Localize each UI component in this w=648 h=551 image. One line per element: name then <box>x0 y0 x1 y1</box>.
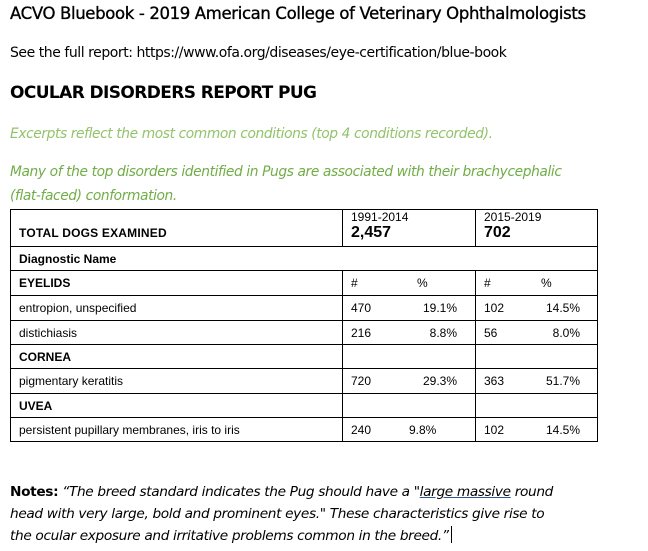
section-label: UVEA <box>11 394 343 418</box>
count-value: 56 <box>484 325 498 340</box>
brachycephalic-note-line1: Many of the top disorders identified in Pugs are associated with their brachycephalic <box>10 164 562 180</box>
ocular-disorders-table <box>10 209 598 442</box>
table-row <box>11 418 598 442</box>
percent-value: 9.8% <box>409 422 437 437</box>
count-value: 720 <box>351 374 372 388</box>
period-1-column-headers <box>343 271 476 296</box>
notes-text: the ocular exposure and irritative problems common in the breed.” <box>10 528 449 544</box>
count-value: 102 <box>484 301 505 315</box>
diagnosis-name: pigmentary keratitis <box>11 369 343 394</box>
period-2-label: 2015-2019 <box>484 210 542 224</box>
empty-cell <box>476 345 598 369</box>
percent-header: % <box>541 276 552 290</box>
count-value: 216 <box>351 325 372 340</box>
count-value: 102 <box>484 422 505 437</box>
period-2-values <box>476 296 598 321</box>
count-value: 470 <box>351 301 372 315</box>
section-row-uvea <box>11 394 598 418</box>
table-row <box>11 321 598 345</box>
percent-value: 29.3% <box>422 374 457 388</box>
period-2-header <box>476 210 598 247</box>
period-2-values <box>476 369 598 394</box>
section-row-eyelids <box>11 271 598 296</box>
totals-row <box>11 210 598 247</box>
empty-cell <box>476 394 598 418</box>
period-1-values <box>343 418 476 442</box>
percent-value: 8.0% <box>552 325 580 340</box>
period-2-total: 702 <box>484 224 511 241</box>
count-value: 240 <box>351 422 372 437</box>
brachycephalic-note-line2: (flat-faced) conformation. <box>10 188 177 204</box>
section-row-cornea <box>11 345 598 369</box>
percent-value: 14.5% <box>545 301 580 315</box>
period-2-values <box>476 321 598 345</box>
table-row <box>11 369 598 394</box>
count-header: # <box>351 276 358 290</box>
notes-line-3 <box>10 525 640 547</box>
period-1-header <box>343 210 476 247</box>
period-1-values <box>343 369 476 394</box>
diagnostic-name-label: Diagnostic Name <box>11 247 598 271</box>
spellcheck-underlined-text: large massive <box>419 484 511 500</box>
count-value: 363 <box>484 374 505 388</box>
notes-text: “The breed standard indicates the Pug should have a " <box>58 484 420 500</box>
diagnosis-name: distichiasis <box>11 321 343 345</box>
empty-cell <box>343 345 476 369</box>
empty-cell <box>343 394 476 418</box>
notes-line-2: head with very large, bold and prominent eyes." These characteristics give rise to <box>10 506 545 522</box>
period-2-column-headers <box>476 271 598 296</box>
diagnosis-name: persistent pupillary membranes, iris to iris <box>11 418 343 442</box>
percent-value: 8.8% <box>429 325 457 340</box>
diagnostic-name-row <box>11 247 598 271</box>
section-label: CORNEA <box>11 345 343 369</box>
percent-value: 14.5% <box>545 422 580 437</box>
section-label: EYELIDS <box>11 271 343 296</box>
document-title: ACVO Bluebook - 2019 American College of Veterinary Ophthalmologists <box>10 4 586 23</box>
period-1-label: 1991-2014 <box>351 210 409 224</box>
report-heading: OCULAR DISORDERS REPORT PUG <box>10 83 317 103</box>
notes-paragraph[interactable] <box>10 481 640 547</box>
full-report-link-text: See the full report: https://www.ofa.org/diseases/eye-certification/blue-book <box>10 45 507 61</box>
period-1-total: 2,457 <box>351 224 392 241</box>
text-cursor <box>451 526 452 543</box>
notes-text: round <box>510 484 554 500</box>
total-dogs-label: TOTAL DOGS EXAMINED <box>11 210 343 247</box>
percent-value: 51.7% <box>545 374 580 388</box>
notes-label: Notes: <box>10 484 59 500</box>
table-row <box>11 296 598 321</box>
notes-line-1 <box>10 481 640 503</box>
excerpt-note: Excerpts reflect the most common conditions (top 4 conditions recorded). <box>10 126 493 142</box>
period-1-values <box>343 321 476 345</box>
diagnosis-name: entropion, unspecified <box>11 296 343 321</box>
period-1-values <box>343 296 476 321</box>
count-header: # <box>484 276 491 290</box>
percent-header: % <box>417 276 428 290</box>
period-2-values <box>476 418 598 442</box>
percent-value: 19.1% <box>422 301 457 315</box>
